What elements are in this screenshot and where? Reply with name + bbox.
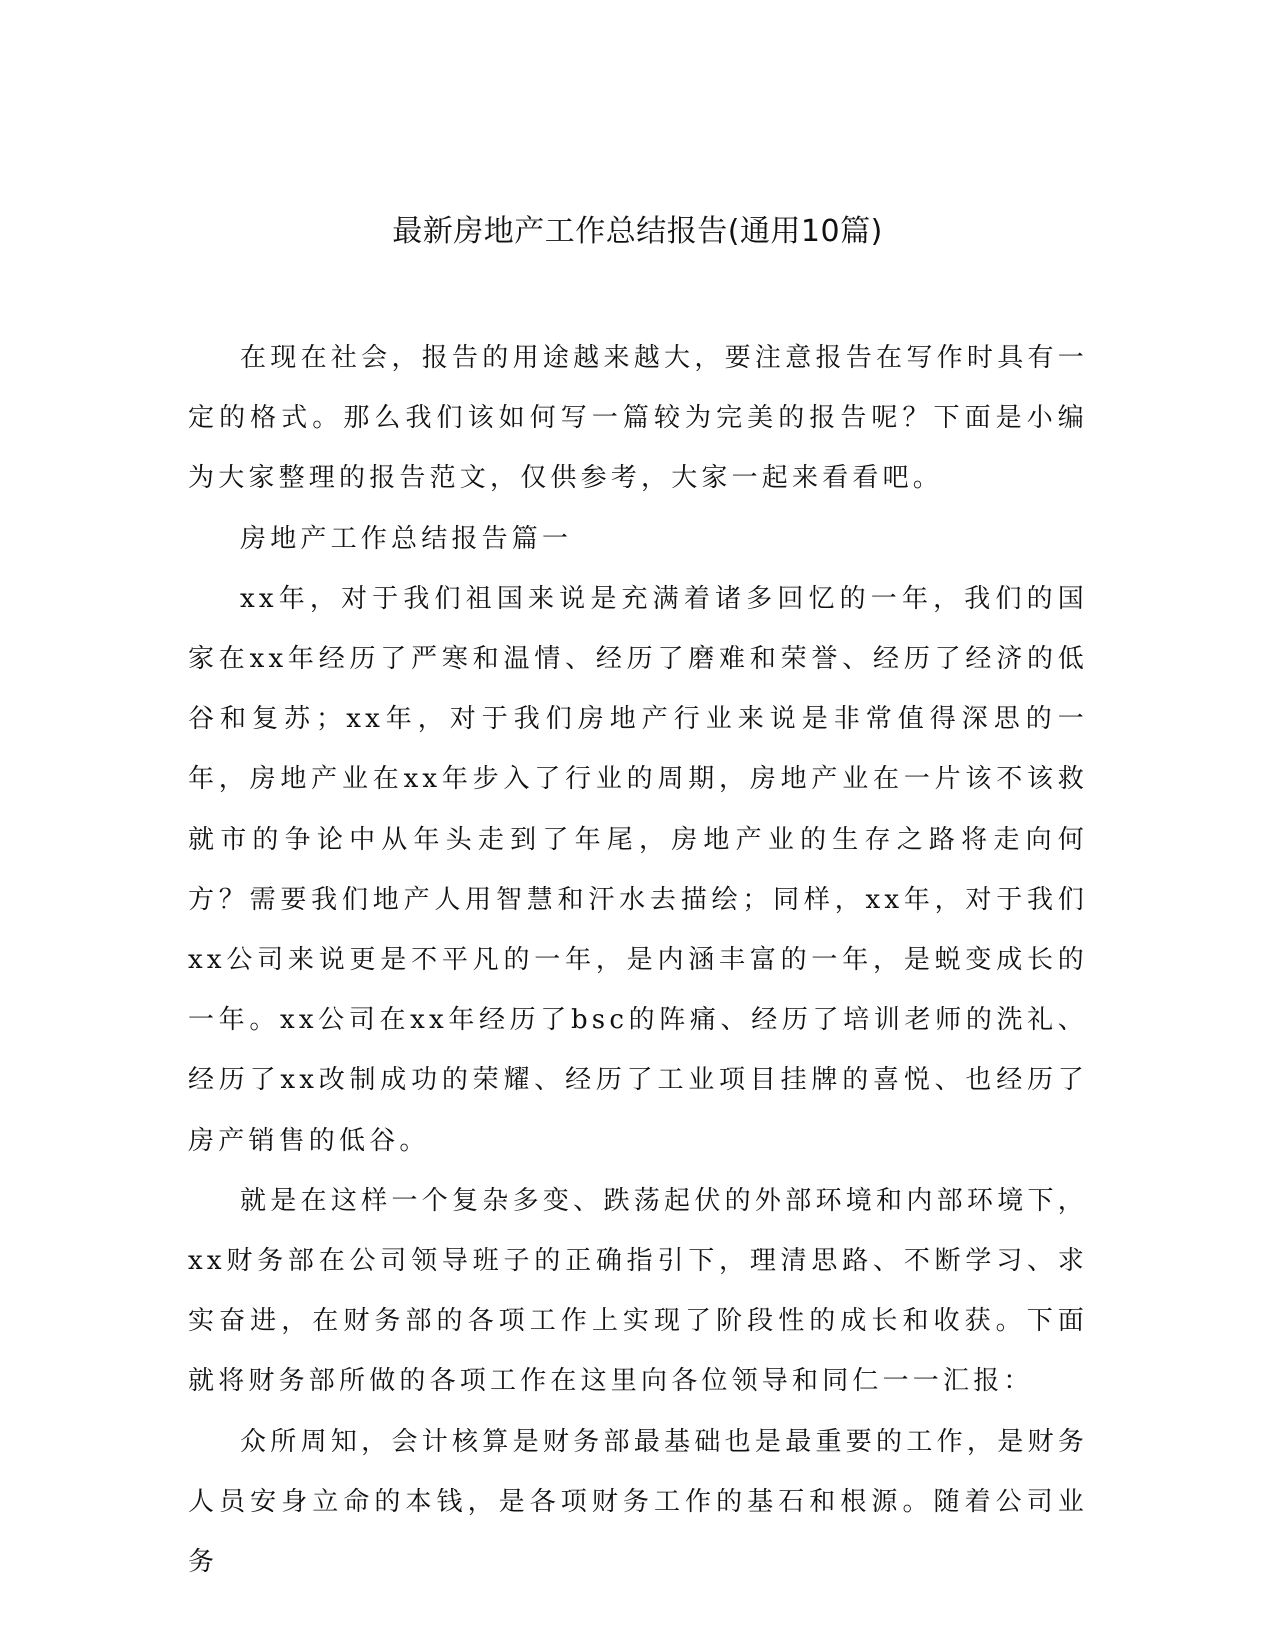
body-paragraph: 众所周知，会计核算是财务部最基础也是最重要的工作，是财务人员安身立命的本钱，是各项财务工作的基石和根源。随着公司业务: [188, 1426, 1088, 1578]
section-heading: 房地产工作总结报告篇一: [240, 523, 573, 554]
intro-paragraph: 在现在社会，报告的用途越来越大，要注意报告在写作时具有一定的格式。那么我们该如何写一篇较为完美的报告呢？下面是小编为大家整理的报告范文，仅供参考，大家一起来看看吧。: [188, 343, 1088, 494]
document-body: [188, 328, 1088, 1592]
document-title: 最新房地产工作总结报告(通用10篇): [392, 214, 883, 249]
body-paragraph: 就是在这样一个复杂多变、跌荡起伏的外部环境和内部环境下，xx财务部在公司领导班子的正确指引下，理清思路、不断学习、求实奋进，在财务部的各项工作上实现了阶段性的成长和收获。下面就将财务部所做的各项工作在这里向各位领导和同仁一一汇报：: [188, 1185, 1088, 1397]
body-paragraph: xx年，对于我们祖国来说是充满着诸多回忆的一年，我们的国家在xx年经历了严寒和温情、经历了磨难和荣誉、经历了经济的低谷和复苏；xx年，对于我们房地产行业来说是非常值得深思的一年，房地产业在xx年步入了行业的周期，房地产业在一片该不该救就市的争论中从年头走到了年尾，房地产业的生存之路将走向何方？需要我们地产人用智慧和汗水去描绘；同样，xx年，对于我们xx公司来说更是不平凡的一年，是内涵丰富的一年，是蜕变成长的一年。xx公司在xx年经历了bsc的阵痛、经历了培训老师的洗礼、经历了xx改制成功的荣耀、经历了工业项目挂牌的喜悦、也经历了房产销售的低谷。: [188, 583, 1088, 1156]
